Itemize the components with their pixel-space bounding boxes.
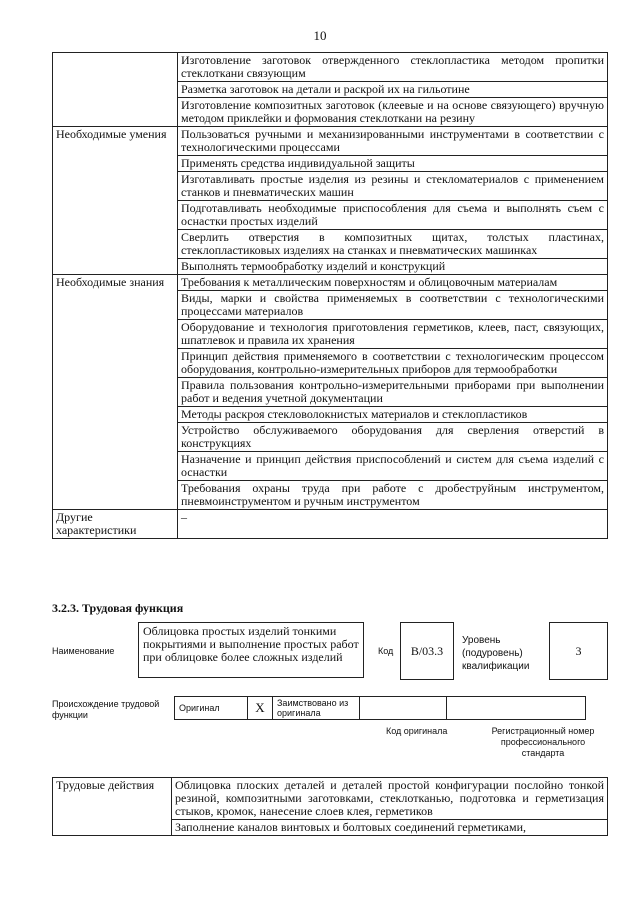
page-number: 10 [313,28,327,43]
function-name-value: Облицовка простых изделий тонкими покрытиями и выполнение простых работ при облицовке более сложных изделий [143,624,359,664]
origin-table [174,696,586,720]
function-code-value: В/03.3 [410,644,444,658]
table-row: Виды, марки и свойства применяемых в соответствии с технологическими процессами материалов [178,291,608,320]
table-row: Применять средства индивидуальной защиты [178,156,608,172]
skills-label: Необходимые умения [53,127,178,275]
table-row: Принцип действия применяемого в соответствии с технологическим процессом оборудования, контрольно-измерительных приборов для термообработки [178,349,608,378]
table-row: Требования охраны труда при работе с дробеструйным инструментом, пневмоинструментом и ручным инструментом [178,481,608,510]
table-row: Правила пользования контрольно-измерительными приборами при выполнении работ и ведения учетной документации [178,378,608,407]
labor-actions-label: Трудовые действия [53,778,172,836]
borrowed-label: Заимствовано из оригинала [273,697,360,720]
table-row: Разметка заготовок на детали и раскрой их на гильотине [178,82,608,98]
table-row: Пользоваться ручными и механизированными инструментами в соответствии с технологическими процессами [178,127,608,156]
table-row: Требования к металлическим поверхностям и облицовочным материалам [178,275,608,291]
other-label: Другие характеристики [53,510,178,539]
table-row: Изготовление заготовок отвержденного стеклопластика методом пропитки стеклоткани связующим [178,53,608,82]
reg-number-cell [447,697,586,720]
level-box [549,622,608,680]
level-value: 3 [575,644,582,658]
table-row: Сверлить отверстия в композитных щитах, толстых пластинах, стеклопластиковых изделиях на станках и пневматических машинках [178,230,608,259]
table-row: Облицовка плоских деталей и деталей простой конфигурации послойно тонкой резиной, композитными заготовками, стеклотканью, подготовка и герметизация стыков, кромок, нанесение слоев клея, герметиков [172,778,608,820]
name-label: Наименование [52,646,115,656]
level-label: Уровень (подуровень) квалификации [462,635,530,672]
table-row: Подготавливать необходимые приспособления для съема и выполнять съем с оснастки простых изделий [178,201,608,230]
original-label: Оригинал [175,697,248,720]
other-value: – [178,510,608,539]
knowledge-label: Необходимые знания [53,275,178,510]
original-code-cell [360,697,447,720]
table-row: Устройство обслуживаемого оборудования для сверления отверстий в конструкциях [178,423,608,452]
function-name-box [138,622,364,678]
table-row: Изготовление композитных заготовок (клеевые и на основе связующего) вручную методом приклейки и формования стеклоткани на резину [178,98,608,127]
labor-actions-table [52,777,608,836]
reg-caption: Регистрационный номер профессионального стандарта [491,726,595,758]
requirements-table [52,52,608,539]
table-row: Оборудование и технология приготовления герметиков, клеев, паст, связующих, шпатлевок и правила их хранения [178,320,608,349]
code-caption: Код оригинала [386,726,448,736]
origin-label: Происхождение трудовой функции [52,699,160,720]
function-code-box [400,622,454,680]
table-row: Выполнять термообработку изделий и конструкций [178,259,608,275]
table-row: Заполнение каналов винтовых и болтовых соединений герметиками, [172,820,608,836]
table-row: Изготавливать простые изделия из резины и стекломатериалов с применением станков и пневматических машин [178,172,608,201]
original-mark: X [248,697,273,720]
section-title: 3.2.3. Трудовая функция [52,601,184,615]
code-label: Код [378,646,394,656]
blank-label-cell [53,53,178,127]
table-row: Методы раскроя стекловолокнистых материалов и стеклопластиков [178,407,608,423]
table-row: Назначение и принцип действия приспособлений и систем для съема изделий с оснастки [178,452,608,481]
